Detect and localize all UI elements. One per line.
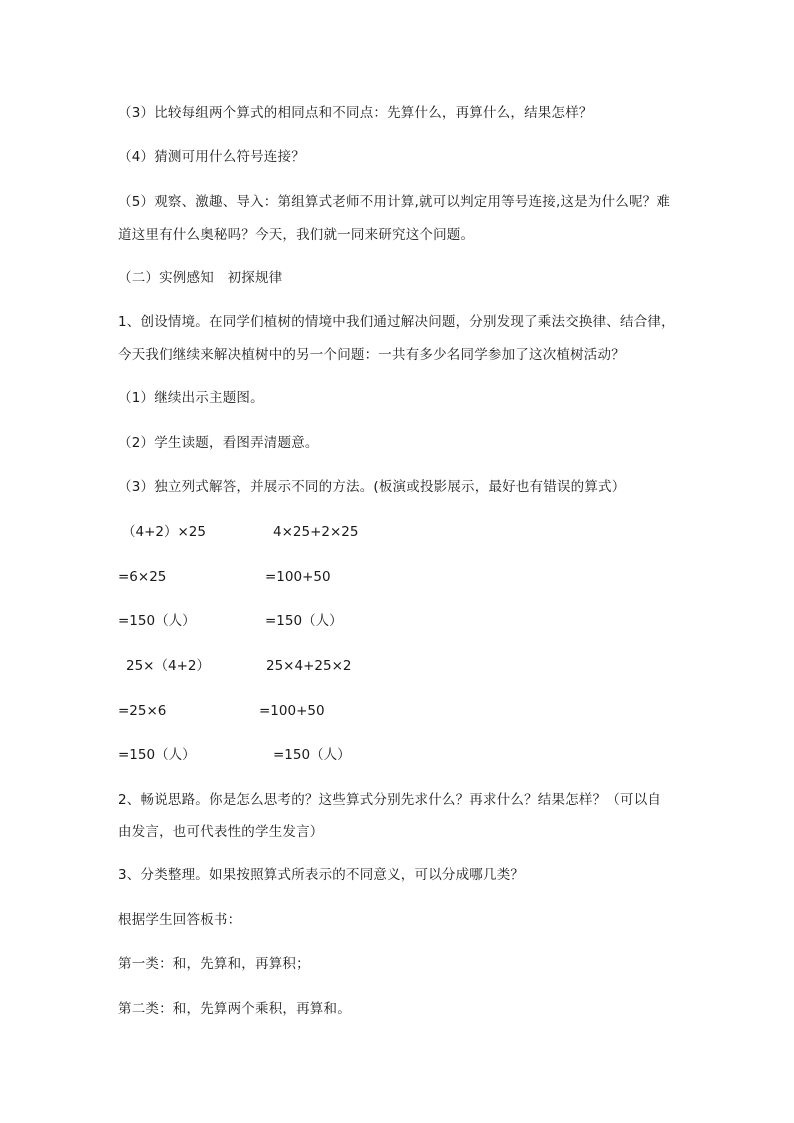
calc-group2-right-line2: =100+50 xyxy=(259,703,325,719)
paragraph-1-sub-2: （2）学生读题，看图弄清题意。 xyxy=(118,435,319,451)
paragraph-1-line-2: 今天我们继续来解决植树中的另一个问题：一共有多少名同学参加了这次植树活动？ xyxy=(118,347,625,363)
classification-1: 第一类：和，先算和，再算积； xyxy=(118,956,310,972)
section-heading: （二）实例感知 初探规律 xyxy=(118,270,283,286)
paragraph-1-sub-1: （1）继续出示主题图。 xyxy=(118,390,264,406)
paragraph-step-4: （4）猜测可用什么符号连接？ xyxy=(118,149,305,165)
paragraph-step-5-line-2: 道这里有什么奥秘吗？今天，我们就一同来研究这个问题。 xyxy=(118,227,475,243)
calc-group2-left-line3: =150（人） xyxy=(118,747,196,763)
paragraph-2-line-2: 由发言，也可代表性的学生发言） xyxy=(118,824,324,840)
calc-group2-right-line1: 25×4+25×2 xyxy=(266,658,352,674)
calc-group1-left-line3: =150（人） xyxy=(118,613,196,629)
paragraph-2-line-1: 2、畅说思路。你是怎么思考的？这些算式分别先求什么？再求什么？结果怎样？（可以自 xyxy=(118,792,662,808)
calc-group1-right-line1: 4×25+2×25 xyxy=(273,524,359,540)
calc-group2-left-line2: =25×6 xyxy=(118,703,167,719)
paragraph-3: 3、分类整理。如果按照算式所表示的不同意义，可以分成哪几类？ xyxy=(118,867,525,883)
calc-group2-left-line1: 25×（4+2） xyxy=(126,658,210,674)
calc-group2-right-line3: =150（人） xyxy=(273,747,351,763)
calc-group1-left-line2: =6×25 xyxy=(118,569,167,585)
paragraph-step-5-line-1: （5）观察、激趣、导入：第组算式老师不用计算,就可以判定用等号连接,这是为什么呢？难 xyxy=(118,194,671,210)
board-intro: 根据学生回答板书： xyxy=(118,912,242,928)
calc-group1-left-line1: （4+2）×25 xyxy=(122,524,206,540)
paragraph-1-sub-3: （3）独立列式解答，并展示不同的方法。(板演或投影展示，最好也有错误的算式） xyxy=(118,479,626,495)
paragraph-step-3: （3）比较每组两个算式的相同点和不同点：先算什么，再算什么，结果怎样？ xyxy=(118,105,593,121)
classification-2: 第二类：和，先算两个乘积，再算和。 xyxy=(118,1001,351,1017)
paragraph-1-line-1: 1、创设情境。在同学们植树的情境中我们通过解决问题，分别发现了乘法交换律、结合律， xyxy=(118,314,675,330)
calc-group1-right-line2: =100+50 xyxy=(265,569,331,585)
calc-group1-right-line3: =150（人） xyxy=(265,613,343,629)
